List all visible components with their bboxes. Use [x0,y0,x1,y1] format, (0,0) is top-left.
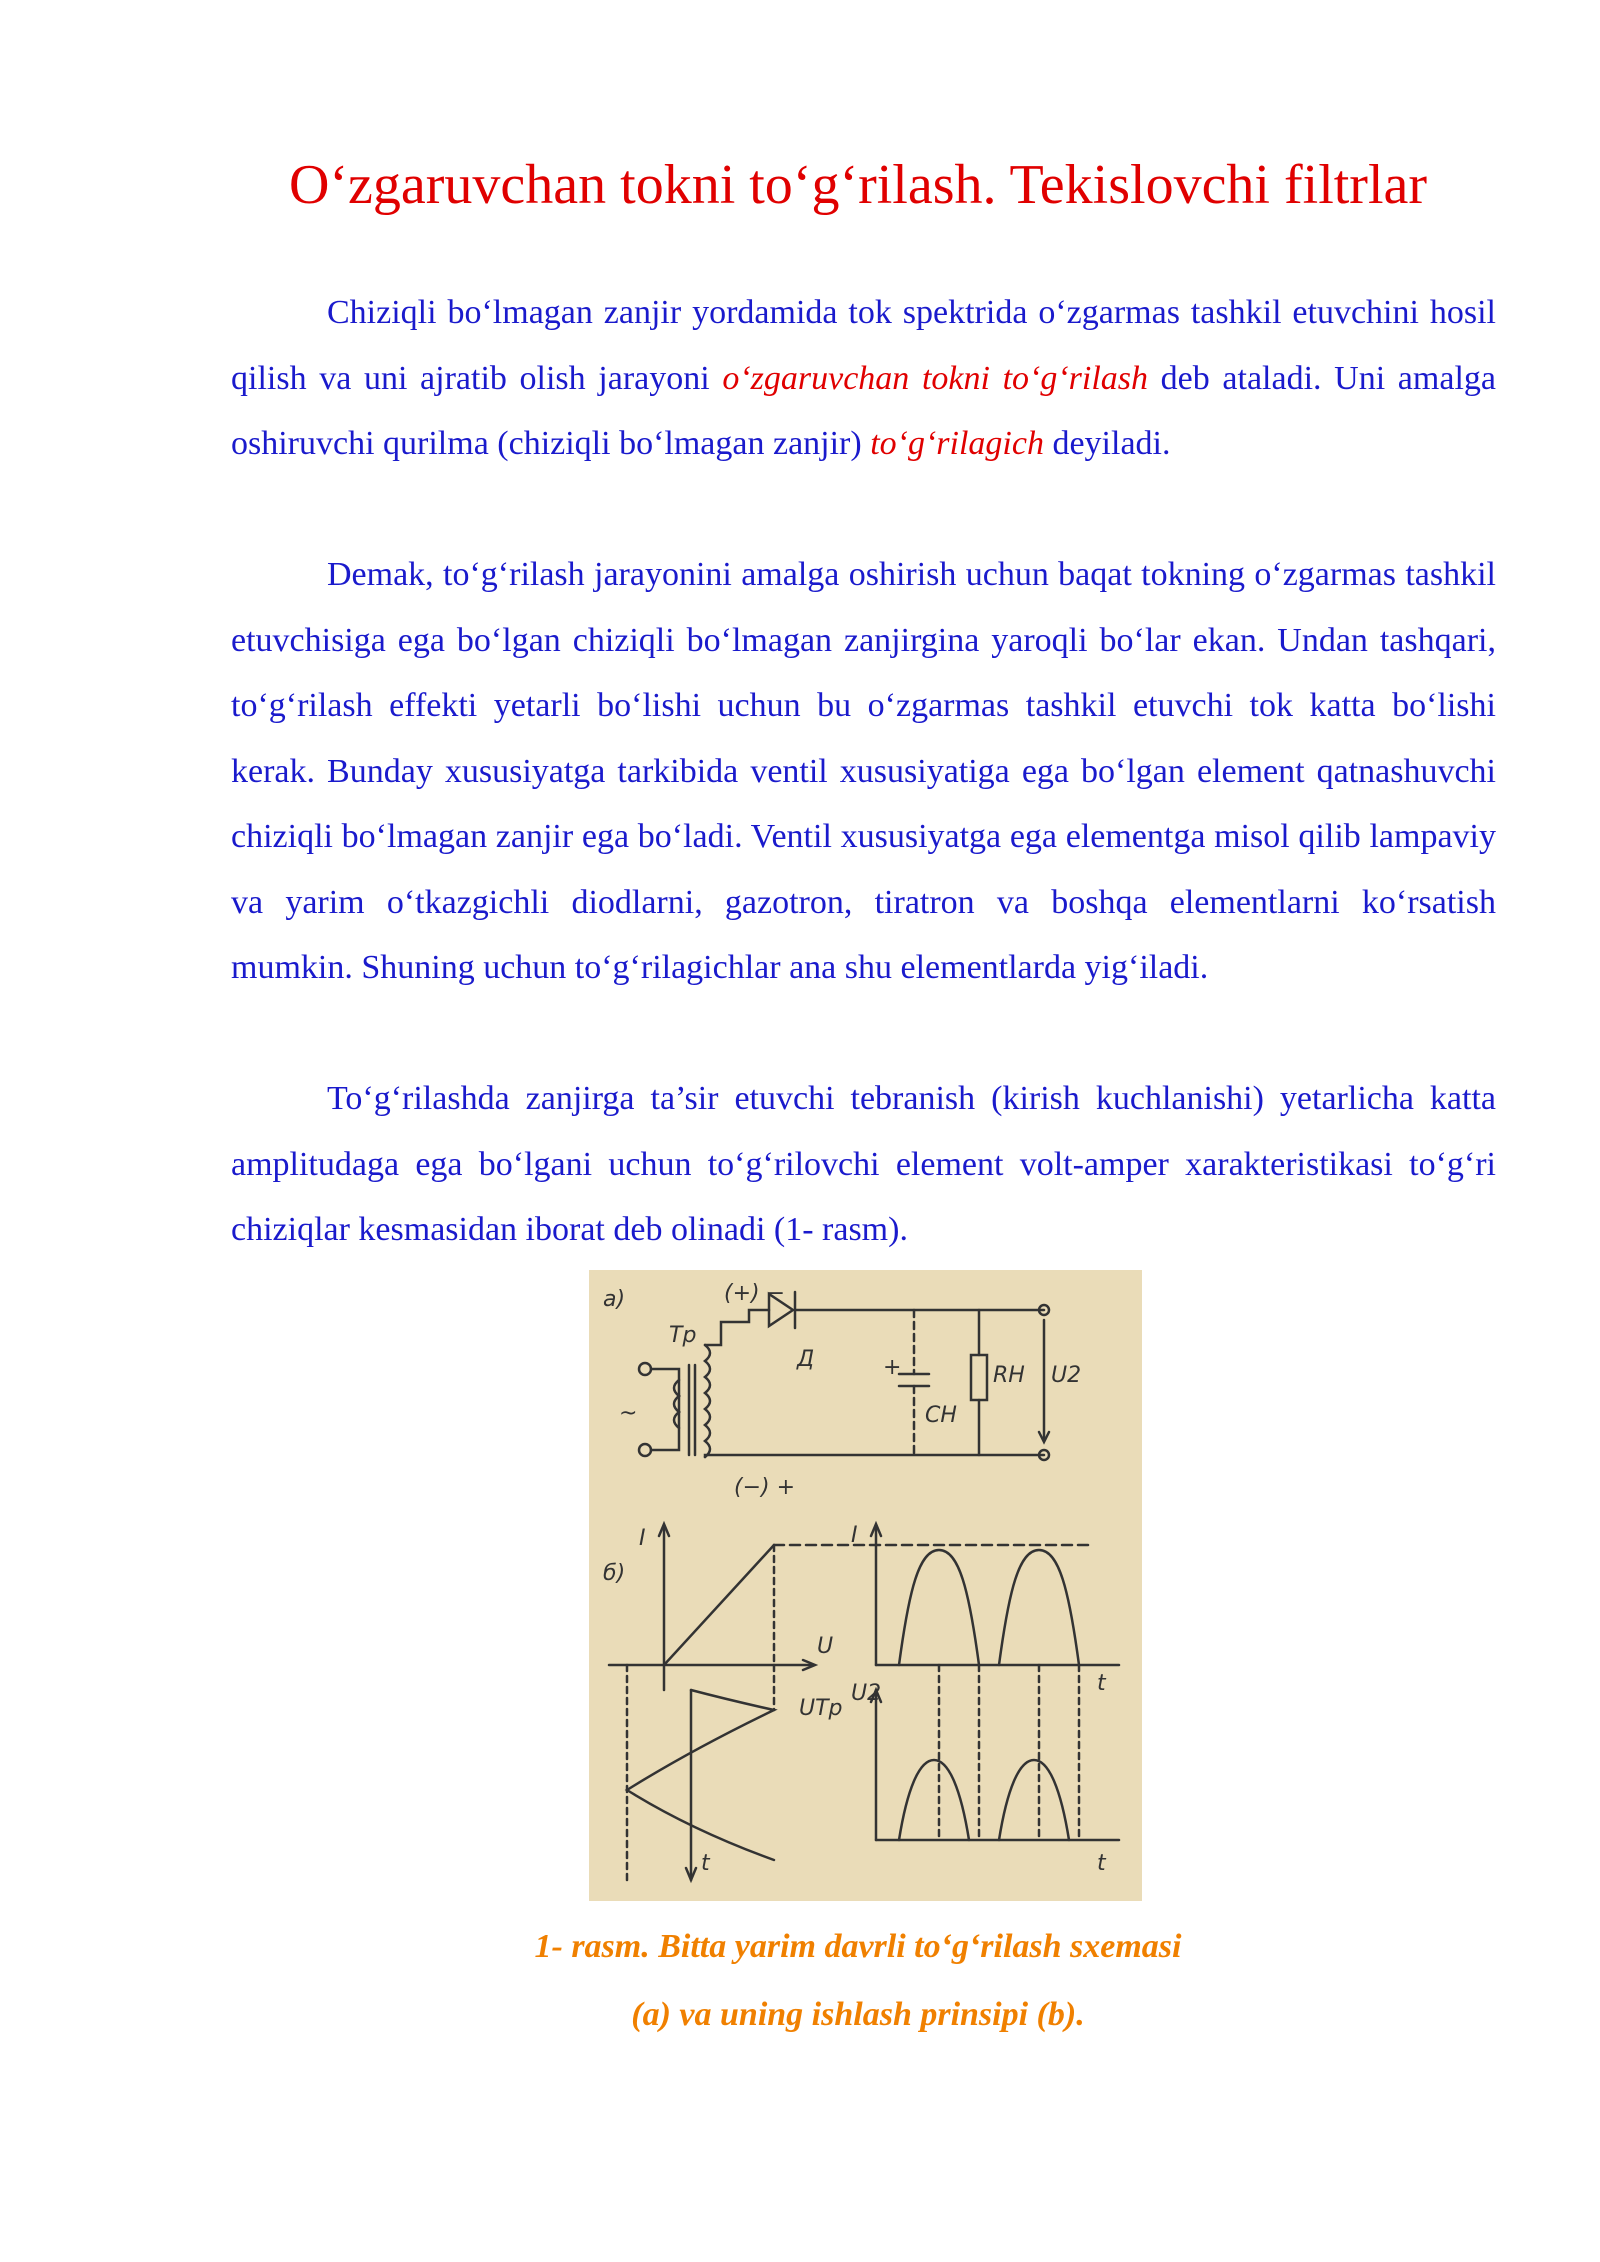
label-u2: U2 [851,1681,882,1706]
label-plus-top: (+) − [724,1281,786,1306]
label-axis-u: U [817,1634,834,1659]
label-axis-i-left: I [639,1526,646,1551]
wire-to-diode [705,1310,769,1345]
label-axis-t-lower: t [1097,1851,1106,1876]
voltage-pulse-1 [899,1760,969,1840]
figure-drawing [589,1270,1142,1901]
label-capacitor: CH [925,1403,957,1428]
bottom-rail [705,1455,1044,1457]
label-u-tr: UTp [799,1696,843,1721]
term-rectification: o‘zgaruvchan tokni to‘g‘rilash [722,359,1149,397]
input-terminal-top [639,1363,651,1375]
paragraph-3: To‘g‘rilashda zanjirga ta’sir etuvchi tebranish (kirish kuchlanishi) yetarlicha katta amplitudaga ega bo‘lgani uchun to‘g‘rilovchi element volt-amper xarakteristikasi to‘g‘ri chiziqlar kesmasidan iborat deb olinadi (1- rasm). [231,1080,1496,1248]
label-transformer: Tp [669,1323,697,1348]
label-minus-bottom: (−) + [734,1475,796,1500]
resistor-symbol [971,1355,987,1400]
volt-ampere-characteristic [664,1545,774,1665]
label-output-voltage: U2 [1051,1363,1082,1388]
label-axis-t-upper: t [1097,1671,1106,1696]
input-voltage-wave [627,1690,774,1860]
figure-caption-line-2: (a) va uning ishlash prinsipi (b). [631,1996,1085,2033]
page-title: O‘zgaruvchan tokni to‘g‘rilash. Tekislovchi filtrlar [288,154,1428,216]
input-terminal-bottom [639,1444,651,1456]
figure-rectifier [589,1270,1142,1901]
term-rectifier: to‘g‘rilagich [870,425,1044,462]
current-pulse-2 [999,1550,1079,1665]
label-axis-i-right: I [851,1523,858,1548]
label-resistor: RH [993,1363,1025,1388]
paragraph-1-text-c: deyiladi. [1043,425,1171,462]
paragraph-1-text-b: deb ataladi. Uni amalga oshiruvchi qurilma (chiziqli bo‘lmagan zanjir) [231,359,1496,462]
label-b: б) [603,1561,626,1586]
label-capacitor-polarity: + [883,1355,902,1380]
label-a: a) [603,1287,626,1312]
paragraph-1 [231,280,1496,477]
paragraph-1-text-a: Chiziqli bo‘lmagan zanjir yordamida tok spektrida o‘zgarmas tashkil etuvchini hosil qilish va uni ajratib olish jarayoni [231,294,1496,397]
paragraph-2: Demak, to‘g‘rilash jarayonini amalga oshirish uchun baqat tokning o‘zgarmas tashkil etuvchisiga ega bo‘lgan chiziqli bo‘lmagan zanjirgina yaroqli bo‘lar ekan. Undan tashqari, to‘g‘rilash effekti yetarli bo‘lishi uchun bu o‘zgarmas tashkil etuvchi tok katta bo‘lishi kerak. Bunday xususiyatga tarkibida ventil xususiyatiga ega bo‘lgan element qatnashuvchi chiziqli bo‘lmagan zanjir ega bo‘ladi. Ventil xususiyatga ega elementga misol qilib lampaviy va yarim o‘tkazgichli diodlarni, gazotron, tiratron va boshqa elementlarni ko‘rsatish mumkin. Shuning uchun to‘g‘rilagichlar ana shu elementlarda yig‘iladi. [231,556,1496,986]
voltage-pulse-2 [999,1760,1069,1840]
label-diode: Д [797,1347,815,1372]
secondary-winding [705,1345,710,1457]
label-axis-t-down: t [701,1851,710,1876]
label-ac: ~ [619,1401,638,1426]
current-pulse-1 [899,1550,979,1665]
figure-caption-line-1: 1- rasm. Bitta yarim davrli to‘g‘rilash sxemasi [534,1928,1182,1965]
